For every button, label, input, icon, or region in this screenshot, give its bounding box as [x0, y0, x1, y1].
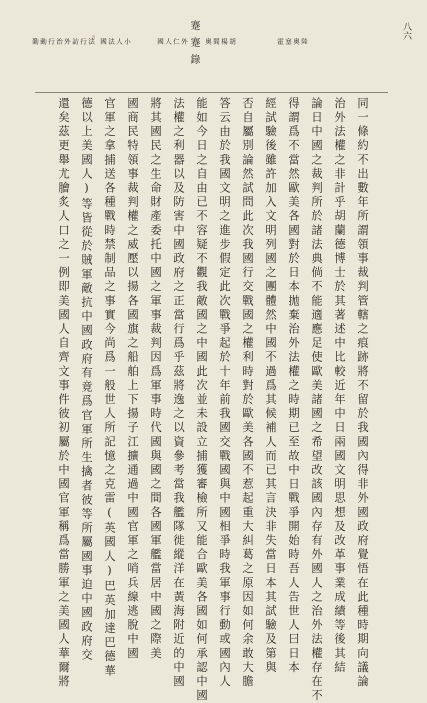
margin-note: 勤 [31, 38, 39, 45]
margin-note: 國 [99, 38, 107, 45]
text-column: 答云由於我國文明之進步假定此次戰爭起於十年前我國交戰國與中國相爭時我軍事行動或國內人 [218, 97, 231, 690]
margin-note: 閻 [212, 38, 220, 45]
page-title: 蹇蹇錄 [188, 20, 199, 71]
margin-note: 陸 [300, 38, 308, 45]
text-column: 得謂爲不當然歐美各國對於日本拋棄治外法權之時期已至故中日戰爭開始時吾人告世人曰日本 [287, 97, 300, 676]
margin-note: 胡 [228, 38, 236, 45]
text-column: 同一條約不出數年所謂領事裁判管轄之痕跡將不留於我國內得非外國政府覺悟在此種時期向議論 [356, 97, 369, 690]
margin-note: 外 [180, 38, 188, 45]
margin-note: 外 [63, 38, 71, 45]
margin-note: 霍 [276, 38, 284, 45]
margin-note: 國 [156, 38, 164, 45]
margin-note: 奧 [292, 38, 300, 45]
margin-note: 行 [47, 38, 55, 45]
text-column: 治外法權之非計乎胡蘭德博士於其著述中比較近年中日兩國文明思想及改革事業成績等後其結 [333, 97, 346, 676]
margin-note: 人 [115, 38, 123, 45]
text-column: 國商民特領事裁判權之威壓以揚各國旗之船舶上下揚子江擴通過中國官軍之哨兵線逃脫中國 [126, 97, 139, 661]
separator-rule [35, 92, 388, 93]
text-column: 經試驗後雖許加入文明列國之團體然中國不過爲其候補人而已其言決非失當日本其試驗及第與 [264, 97, 277, 676]
margin-note: 動 [39, 38, 47, 45]
text-column: 將其國民之生命財產委托中國之軍事裁判因爲軍事時代國與國之間各國軍艦當居中國之際美 [149, 97, 162, 661]
margin-note: 訪 [71, 38, 79, 45]
margin-note: 小 [123, 38, 131, 45]
margin-note: 人 [164, 38, 172, 45]
page-number: 八六 [401, 22, 411, 40]
margin-note: 楊 [220, 38, 228, 45]
margin-note: 奧 [204, 38, 212, 45]
text-column: 能如今日之自由已不容疑不觀我敵國之中國此次並未設立捕獲審檢所又能合歐美各國如何承認中國 [195, 97, 208, 703]
text-column: 法權之利器以及防害中國政府之正當行爲乎茲將逸之以資參考當我艦隊徙縱洋在黃海附近的中國 [172, 97, 185, 690]
text-column: 德以上美國人)等皆從於賊軍敵抗中國政府有竟爲官軍所生擒者彼等所屬國事迫中國政府交 [80, 97, 93, 663]
text-column: 還矣茲更舉尤膾炙人口之一例即美國人自齊文事件彼初屬於中國官軍稱爲當勝軍之美國人華爾將 [57, 97, 70, 690]
text-column: 官軍之拿捕送各種戰時禁制品之事實今尚爲一般世人所記憶之克雷(英國人)巴英加達巴德華 [103, 97, 116, 679]
text-column: 否自屬別論然試問此次我國行交戰國之權利時對於歐美各國不惹起重大糾葛之原因如何余敢大膽 [241, 97, 254, 690]
margin-note: 法 [107, 38, 115, 45]
margin-note: 仁 [172, 38, 180, 45]
margin-note: 法 [87, 38, 95, 45]
margin-note: 塞 [284, 38, 292, 45]
margin-note: 行 [79, 38, 87, 45]
margin-note: 治 [55, 38, 63, 45]
text-column: 論日中國之裁判所於諸法典倘不能適應足使歐美諸國之希望改該國內存有外國人之治外法權存在不 [310, 97, 323, 703]
